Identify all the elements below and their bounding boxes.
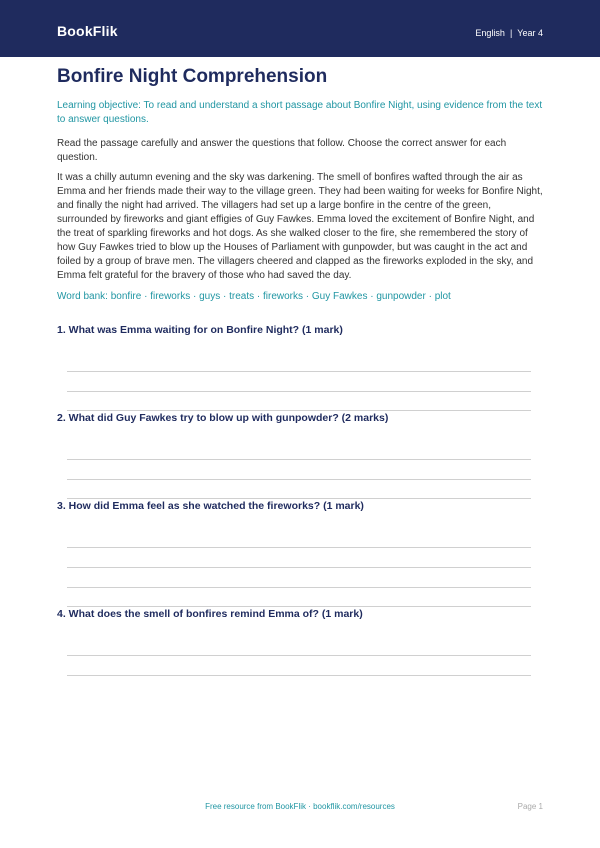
page-number: Page 1 bbox=[517, 802, 543, 811]
brand-logo: BookFlik bbox=[57, 23, 118, 39]
subject-year bbox=[475, 28, 543, 38]
answer-line[interactable] bbox=[67, 655, 531, 656]
answer-line[interactable] bbox=[67, 606, 531, 607]
answer-line[interactable] bbox=[67, 371, 531, 372]
year-label: Year 4 bbox=[517, 28, 543, 38]
answer-line[interactable] bbox=[67, 587, 531, 588]
reading-passage: It was a chilly autumn evening and the sky was darkening. The smell of bonfires wafted through the air as Emma and her friends made their way to the village green. They had been waiting for weeks for Bonfire Night, and finally the night had arrived. The villagers had set up a large bonfire in the centre of the green, surrounded by fireworks and giant effigies of Guy Fawkes. Emma loved the excitement of Bonfire Night, and the treat of sparkling fireworks and hot dogs. As she walked closer to the fire, she remembered the story of how Guy Fawkes tried to blow up the Houses of Parliament with gunpowder, but was caught in the act and foiled by a group of brave men. The villagers cheered and clapped as the fireworks exploded in the sky, and Emma felt grateful for the bravery of those who had saved the day. bbox=[57, 172, 543, 281]
answer-line[interactable] bbox=[67, 567, 531, 568]
answer-line[interactable] bbox=[67, 410, 531, 411]
answer-line[interactable] bbox=[67, 498, 531, 499]
question-1: 1. What was Emma waiting for on Bonfire Night? (1 mark) bbox=[57, 324, 343, 336]
question-2: 2. What did Guy Fawkes try to blow up with gunpowder? (2 marks) bbox=[57, 412, 389, 424]
question-4: 4. What does the smell of bonfires remind Emma of? (1 mark) bbox=[57, 608, 363, 620]
meta-separator: | bbox=[509, 28, 513, 38]
answer-line[interactable] bbox=[67, 675, 531, 676]
page-title: Bonfire Night Comprehension bbox=[57, 66, 328, 87]
answer-line[interactable] bbox=[67, 479, 531, 480]
footer-source: Free resource from BookFlik · bookflik.com/resources bbox=[205, 802, 395, 811]
question-3: 3. How did Emma feel as she watched the fireworks? (1 mark) bbox=[57, 500, 364, 512]
answer-line[interactable] bbox=[67, 459, 531, 460]
answer-line[interactable] bbox=[67, 391, 531, 392]
subject-label: English bbox=[475, 28, 505, 38]
word-bank: Word bank: bonfire · fireworks · guys · treats · fireworks · Guy Fawkes · gunpowder · plot bbox=[57, 291, 451, 302]
learning-objective: Learning objective: To read and understand a short passage about Bonfire Night, using evidence from the text to answer questions. bbox=[57, 100, 543, 125]
header-bar bbox=[0, 0, 600, 57]
answer-line[interactable] bbox=[67, 547, 531, 548]
instructions: Read the passage carefully and answer the questions that follow. Choose the correct answer for each question. bbox=[57, 138, 507, 163]
